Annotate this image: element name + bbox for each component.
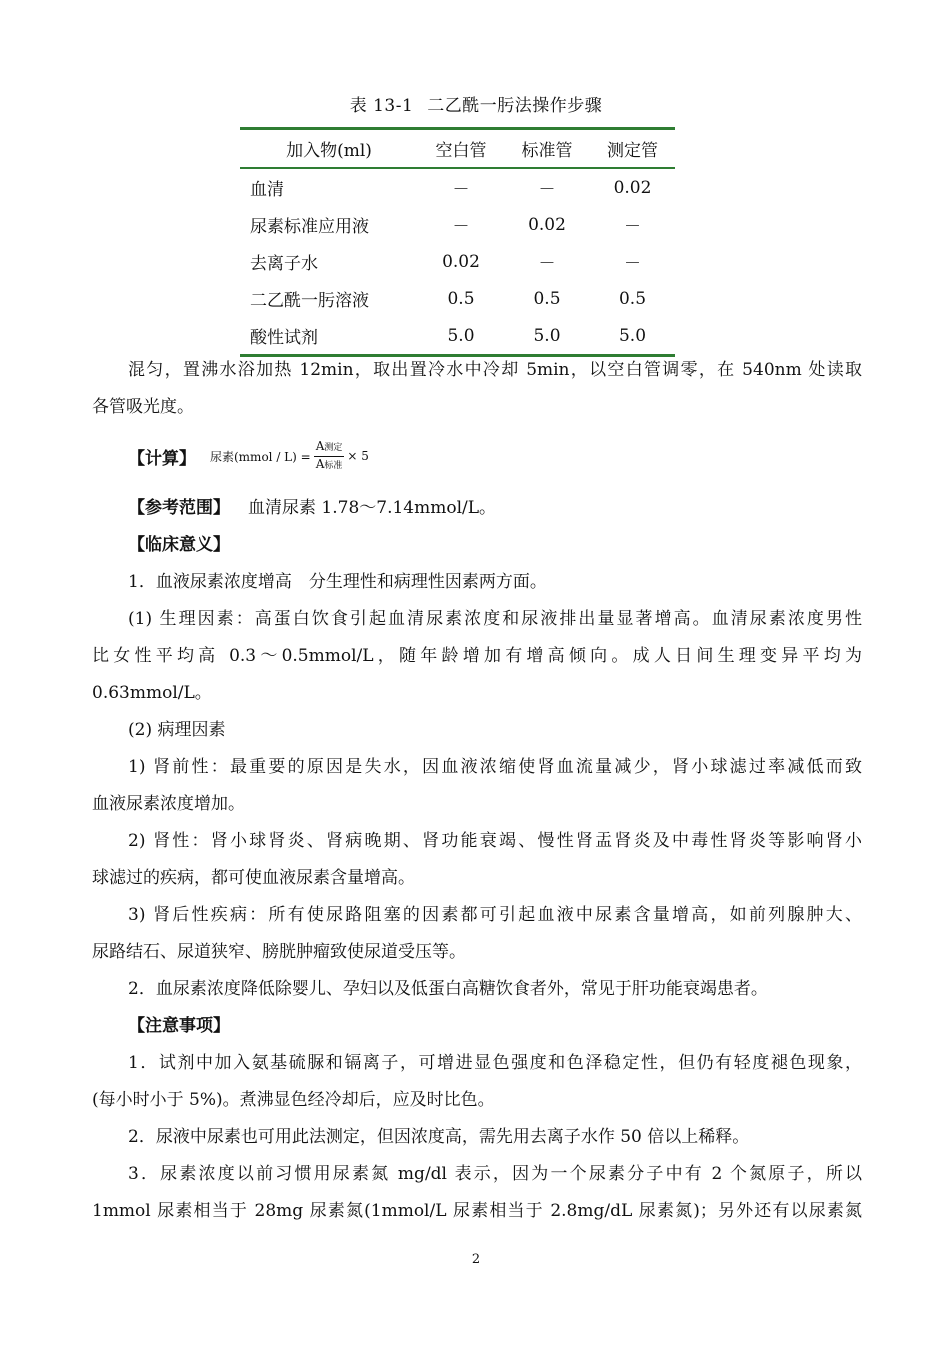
table-cell: 0.02	[528, 214, 566, 235]
clinical-text-line: (1) 生理因素：高蛋白饮食引起血清尿素浓度和尿液排出量显著增高。血清尿素浓度男性	[128, 609, 862, 629]
table-cell: 0.5	[618, 288, 647, 309]
clinical-text-line: 血液尿素浓度增加。	[92, 794, 245, 814]
formula-numerator	[314, 439, 345, 457]
clinical-heading: 【临床意义】	[128, 535, 230, 555]
table-cell: 尿素标准应用液	[250, 217, 369, 237]
table-caption-title: 二乙酰一肟法操作步骤	[427, 96, 603, 116]
notes-item: 2．尿液中尿素也可用此法测定，但因浓度高，需先用去离子水作 50 倍以上稀释。	[128, 1127, 750, 1147]
table-cell: －	[624, 217, 641, 237]
formula-lhs: 尿素(mmol / L) =	[210, 449, 311, 464]
table-header-cell: 标准管	[521, 141, 573, 161]
table-header-row	[240, 129, 675, 169]
clinical-text-line: 1) 肾前性：最重要的原因是失水，因血液浓缩使肾血流量减少，肾小球滤过率减低而致	[128, 757, 862, 777]
table-cell: 0.02	[442, 251, 480, 272]
table-caption-number: 表 13-1	[349, 96, 414, 116]
clinical-text-line: 比女性平均高 0.3～0.5mmol/L，随年龄增加有增高倾向。成人日间生理变异平均为	[92, 646, 862, 666]
table-cell: 二乙酰一肟溶液	[250, 291, 369, 311]
formula-denominator	[314, 457, 345, 474]
notes-text-line: (每小时小于 5%)。煮沸显色经冷却后，应及时比色。	[92, 1090, 495, 1110]
clinical-item: 2．血尿素浓度降低除婴儿、孕妇以及低蛋白高糖饮食者外，常见于肝功能衰竭患者。	[128, 979, 768, 999]
table-row	[240, 206, 675, 243]
denominator-subscript: 标准	[324, 460, 343, 471]
clinical-text-line: 2) 肾性：肾小球肾炎、肾病晚期、肾功能衰竭、慢性肾盂肾炎及中毒性肾炎等影响肾小	[128, 831, 862, 851]
calculation-section	[128, 432, 369, 480]
table-cell: 去离子水	[250, 254, 318, 274]
notes-text-line: 3．尿素浓度以前习惯用尿素氮 mg/dl 表示，因为一个尿素分子中有 2 个氮原子，所以	[128, 1164, 862, 1184]
procedure-text-line: 各管吸光度。	[92, 397, 194, 417]
procedure-text-line: 混匀，置沸水浴加热 12min，取出置冷水中冷却 5min，以空白管调零，在 540nm 处读取	[128, 360, 862, 380]
table-row	[240, 168, 675, 206]
reference-text: 血清尿素 1.78～7.14mmol/L。	[248, 498, 497, 518]
table-cell: －	[538, 180, 556, 200]
clinical-text-line: 0.63mmol/L。	[92, 683, 212, 703]
table-cell: 酸性试剂	[250, 328, 318, 348]
notes-text-line: 1mmol 尿素相当于 28mg 尿素氮(1mmol/L 尿素相当于 2.8mg/dL 尿素氮)；另外还有以尿素氮	[92, 1201, 862, 1221]
table-header-cell: 测定管	[607, 141, 658, 161]
table-header-cell: 空白管	[435, 141, 487, 161]
reference-heading: 【参考范围】	[128, 498, 230, 518]
table-cell: 0.5	[447, 288, 475, 309]
table-cell: －	[538, 254, 556, 274]
notes-text-line: 1．试剂中加入氨基硫脲和镉离子，可增进显色强度和色泽稳定性，但仍有轻度褪色现象，	[128, 1053, 862, 1073]
numerator-base: A	[315, 438, 325, 453]
clinical-item: 1．血液尿素浓度增高 分生理性和病理性因素两方面。	[128, 572, 547, 592]
table-cell: 血清	[250, 180, 284, 200]
table-row	[240, 243, 675, 280]
formula-fraction	[314, 439, 345, 474]
table-cell: －	[452, 217, 470, 237]
table-row	[240, 280, 675, 317]
table-cell: －	[624, 254, 641, 274]
table-cell: 0.5	[533, 288, 561, 309]
notes-heading: 【注意事项】	[128, 1016, 230, 1036]
clinical-text-line: 尿路结石、尿道狭窄、膀胱肿瘤致使尿道受压等。	[92, 942, 466, 962]
formula-rhs: × 5	[347, 449, 369, 463]
urea-formula	[210, 439, 369, 474]
table-caption	[0, 91, 952, 116]
clinical-text-line: 球滤过的疾病，都可使血液尿素含量增高。	[92, 868, 415, 888]
procedure-table	[240, 127, 675, 357]
clinical-text-line: 3) 肾后性疾病：所有使尿路阻塞的因素都可引起血液中尿素含量增高，如前列腺肿大、	[128, 905, 862, 925]
table-cell: －	[452, 180, 470, 200]
table-row	[240, 317, 675, 356]
table-cell: 5.0	[447, 325, 475, 346]
denominator-base: A	[315, 456, 325, 471]
numerator-subscript: 测定	[324, 442, 343, 453]
clinical-subheading: (2) 病理因素	[128, 720, 226, 740]
table-header-cell: 加入物(ml)	[286, 141, 372, 161]
table-cell: 5.0	[533, 325, 561, 346]
calculation-heading: 【计算】	[128, 448, 196, 469]
table-cell: 0.02	[613, 177, 652, 198]
page-number: 2	[471, 1252, 481, 1267]
table-cell: 5.0	[618, 325, 647, 346]
reference-range	[92, 490, 862, 527]
